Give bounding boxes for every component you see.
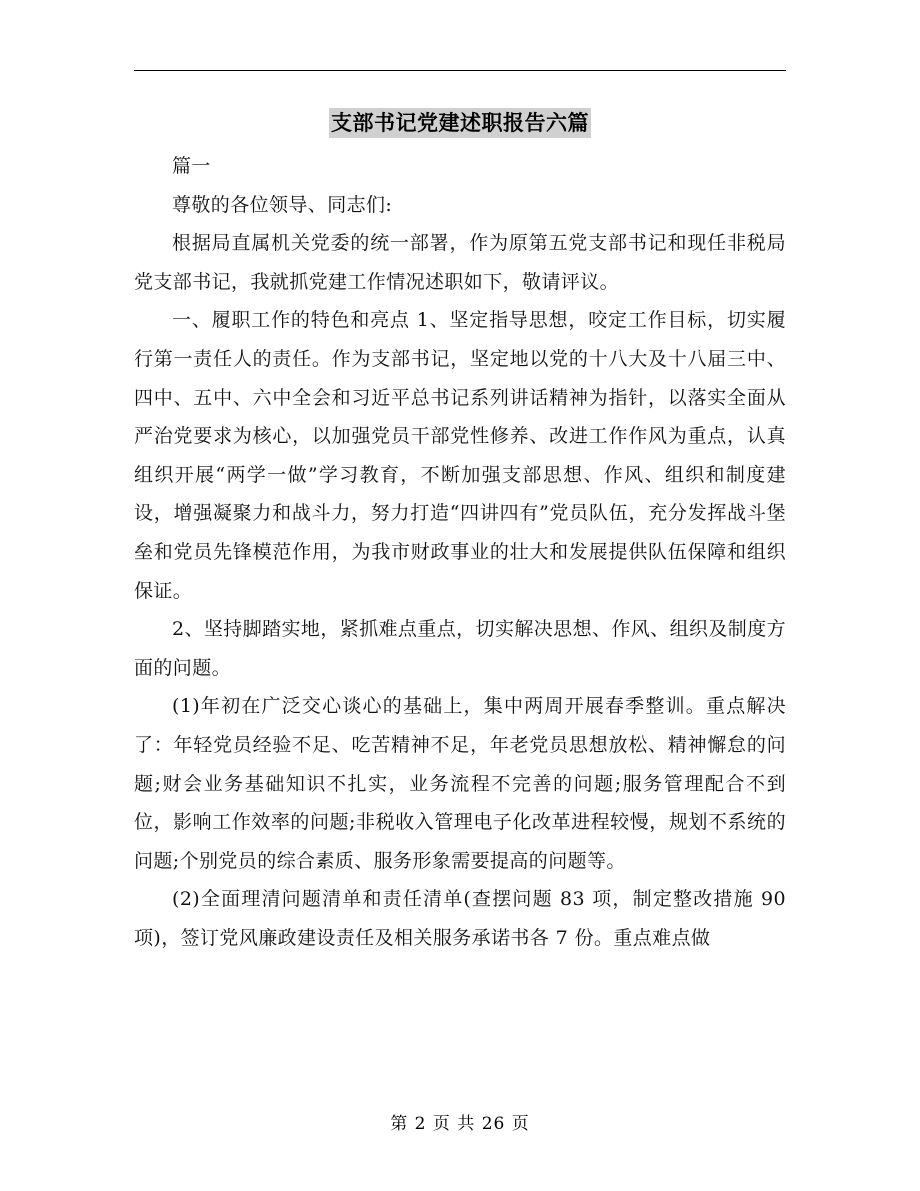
paragraph: (1)年初在广泛交心谈心的基础上，集中两周开展春季整训。重点解决了：年轻党员经验不足、吃苦精神不足，年老党员思想放松、精神懈怠的问题;财会业务基础知识不扎实，业务流程不完善的问题;服务管理配合不到位，影响工作效率的问题;非税收入管理电子化改革进程较慢，规划不系统的问题;个别党员的综合素质、服务形象需要提高的问题等。	[134, 695, 786, 872]
document-title: 支部书记党建述职报告六篇	[329, 108, 591, 138]
title-container	[0, 108, 920, 138]
document-body	[134, 147, 786, 957]
paragraph: 根据局直属机关党委的统一部署，作为原第五党支部书记和现任非税局党支部书记，我就抓党建工作情况述职如下，敬请评议。	[134, 232, 786, 293]
header-rule	[134, 70, 786, 71]
paragraph: 2、坚持脚踏实地，紧抓难点重点，切实解决思想、作风、组织及制度方面的问题。	[134, 618, 786, 679]
section-heading: 篇一	[172, 155, 211, 177]
paragraph: 一、履职工作的特色和亮点 1、坚定指导思想，咬定工作目标，切实履行第一责任人的责任。作为支部书记，坚定地以党的十八大及十八届三中、四中、五中、六中全会和习近平总书记系列讲话精神为指针，以落实全面从严治党要求为核心，以加强党员干部党性修养、改进工作作风为重点，认真组织开展“两学一做”学习教育，不断加强支部思想、作风、组织和制度建设，增强凝聚力和战斗力，努力打造“四讲四有”党员队伍，充分发挥战斗堡垒和党员先锋模范作用，为我市财政事业的壮大和发展提供队伍保障和组织保证。	[134, 309, 786, 602]
salutation: 尊敬的各位领导、同志们:	[172, 193, 393, 216]
paragraph: (2)全面理清问题清单和责任清单(查摆问题 83 项，制定整改措施 90 项)，签订党风廉政建设责任及相关服务承诺书各 7 份。重点难点做	[134, 888, 786, 949]
page-number-footer: 第 2 页 共 26 页	[390, 1114, 530, 1134]
